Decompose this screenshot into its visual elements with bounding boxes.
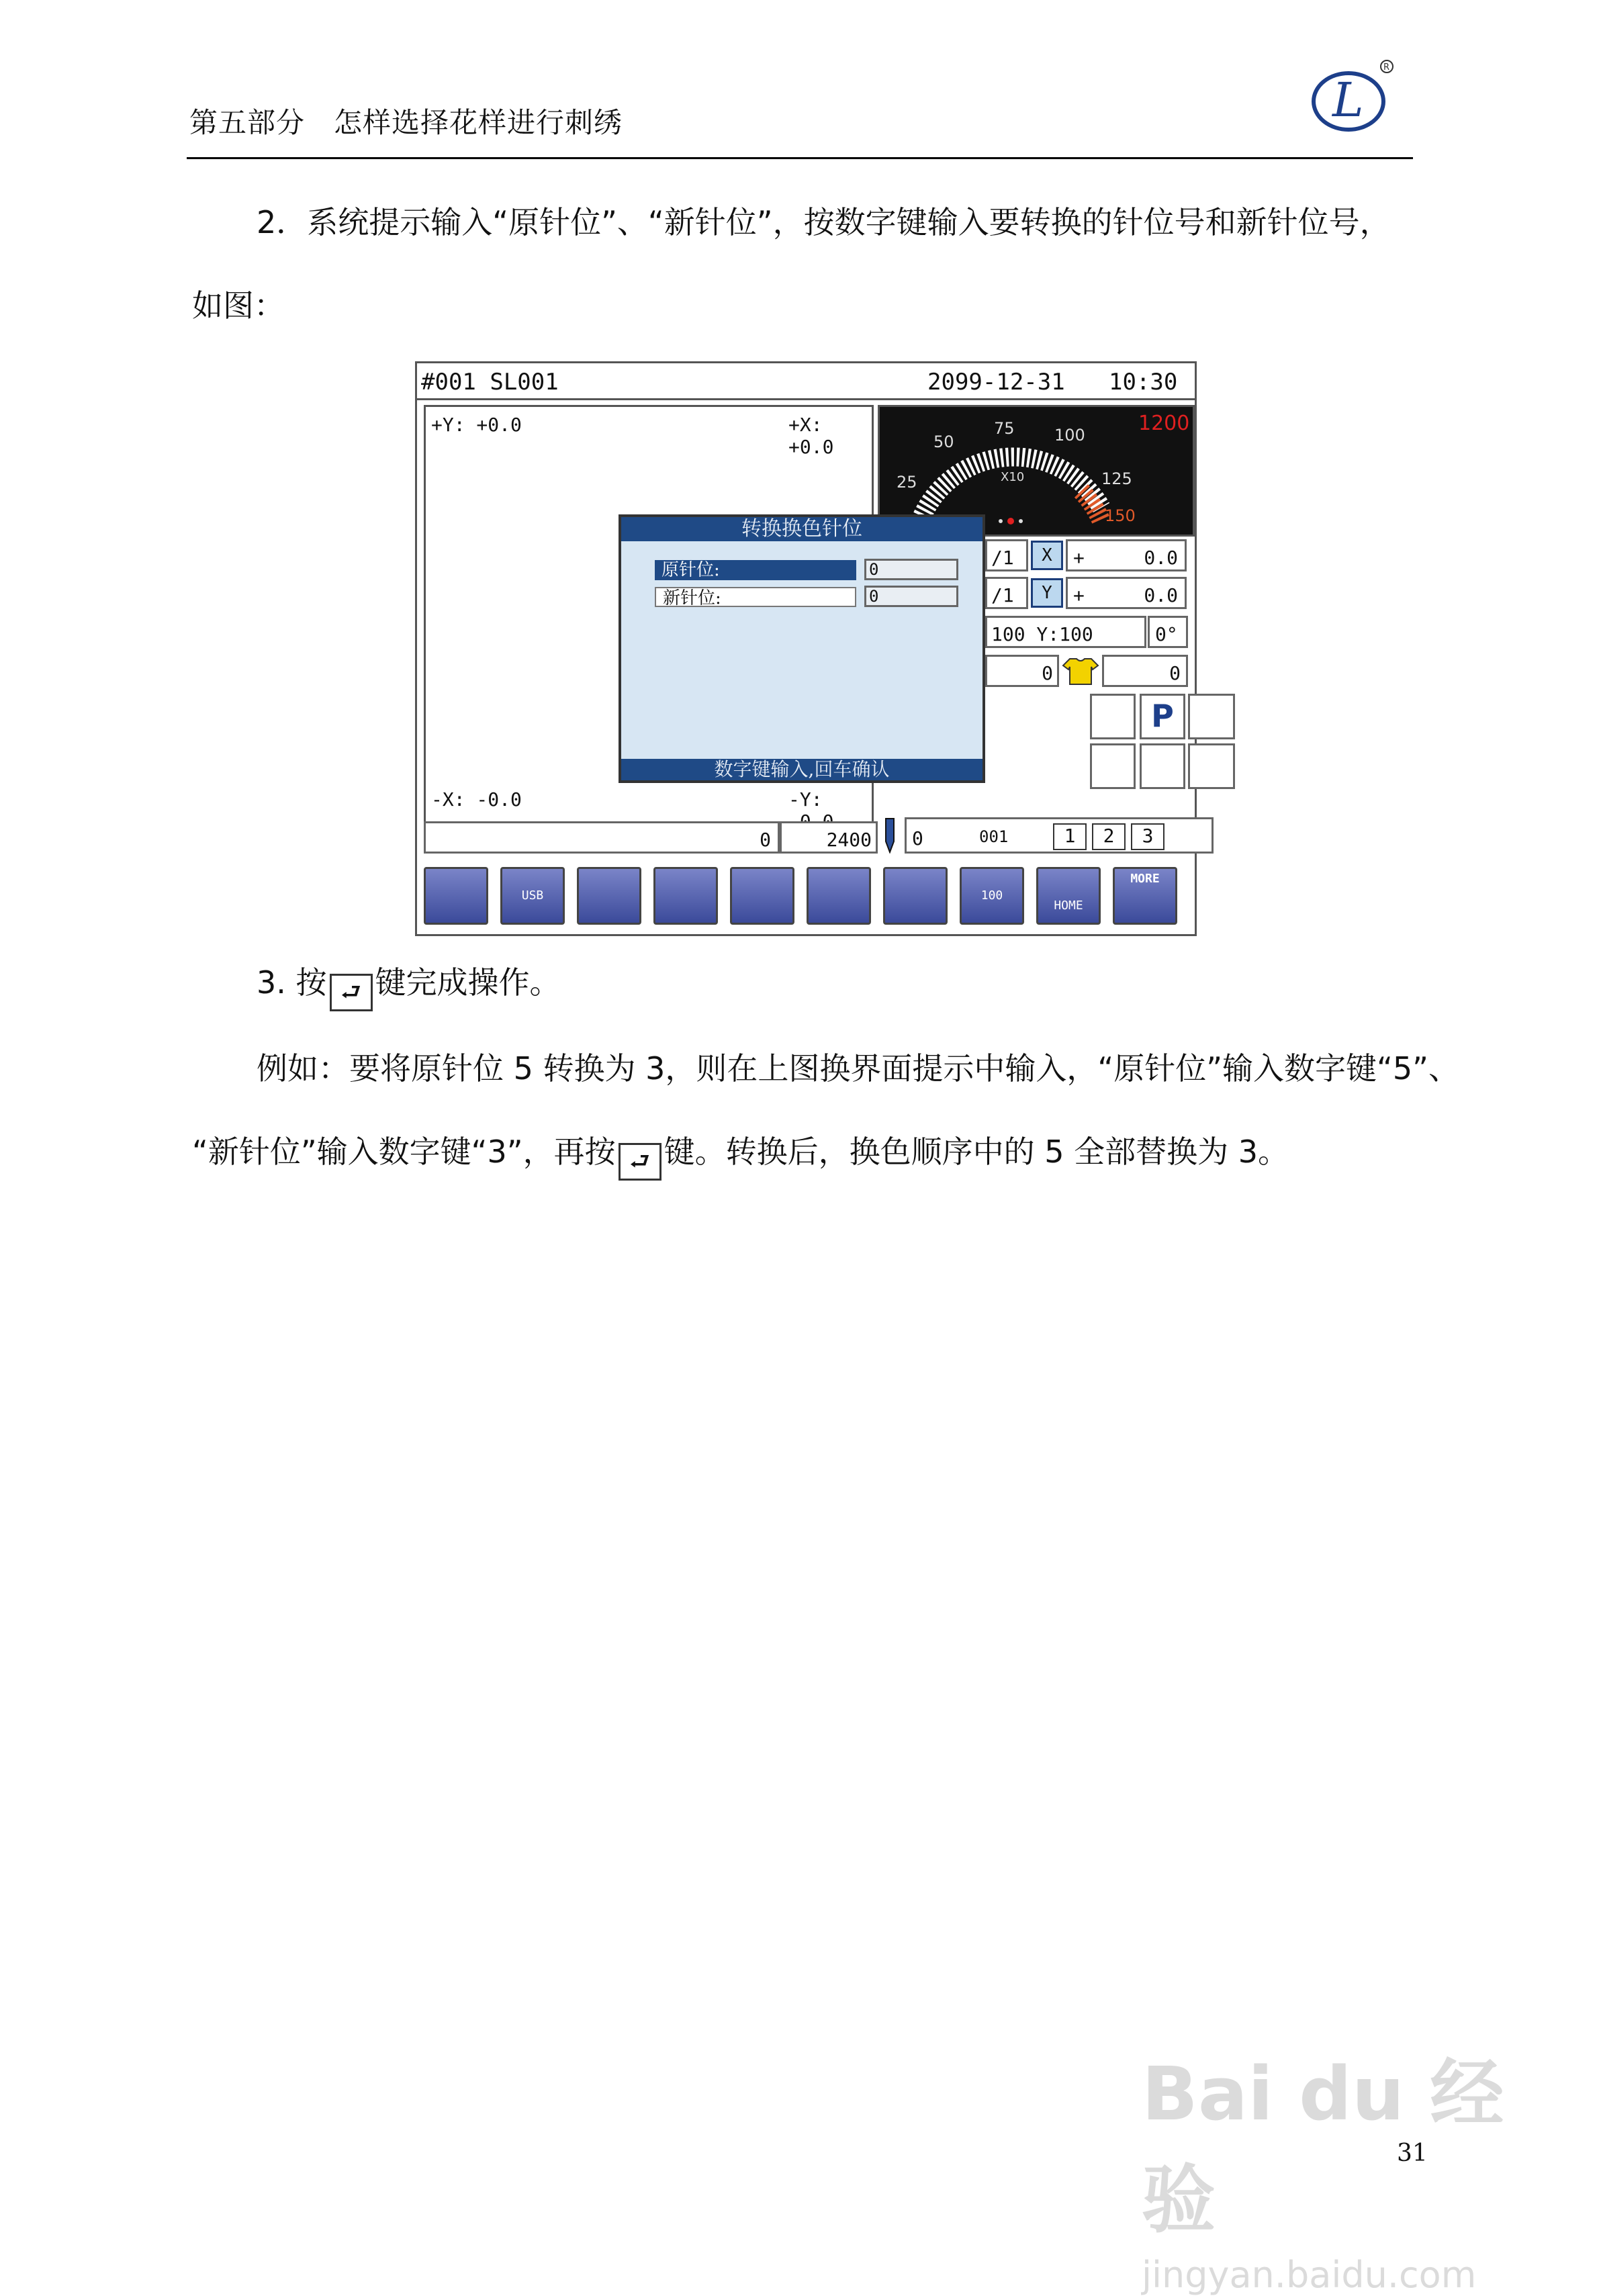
svg-text:R: R [1383, 62, 1390, 73]
section-title: 第五部分 怎样选择花样进行刺绣 [189, 106, 623, 139]
needle-icon [878, 817, 902, 854]
page-number: 31 [1397, 2140, 1428, 2167]
toolbar-usb-button[interactable]: USB [500, 867, 565, 925]
x-value: 0.0 [1144, 547, 1178, 569]
angle-cell [1148, 616, 1188, 648]
pos-top-left: +Y: +0.0 [431, 414, 522, 436]
p-button[interactable]: P [1140, 694, 1185, 739]
step2-line1: 2．系统提示输入“原针位”、“新针位”，按数字键输入要转换的针位号和新针位号， [257, 204, 1391, 240]
step3-prefix: 3. 按 [257, 964, 327, 1001]
gauge-speed: 1200 [1138, 412, 1189, 435]
screen-status-bar [417, 363, 1195, 400]
frac-x: /1 [991, 547, 1014, 569]
toolbar-speed-button[interactable]: 100 [960, 867, 1024, 925]
shirt-icon [1062, 656, 1099, 686]
needle-3-button[interactable]: 3 [1131, 823, 1164, 850]
embroidery-screen-figure [415, 361, 1197, 936]
enter-key-icon-2: ⮐ [619, 1143, 661, 1181]
stitch-right: 0 [1169, 662, 1181, 684]
toolbar-colors-button[interactable] [730, 867, 794, 925]
pos-top-right: +X: +0.0 [788, 414, 834, 458]
stitch-left-cell [985, 655, 1059, 687]
new-needle-input[interactable]: 0 [864, 586, 958, 607]
grid-empty-3[interactable] [1140, 743, 1185, 789]
gauge-unit: X10 [1001, 470, 1025, 484]
watermark-line1: Bai du 经验 [1142, 2051, 1504, 2243]
gauge-label-50: 50 [933, 432, 954, 451]
angle-value: 0° [1155, 623, 1178, 645]
brand-logo-icon [1310, 57, 1397, 138]
file-id: #001 SL001 [421, 369, 559, 396]
example-line1: 例如：要将原针位 5 转换为 3，则在上图换界面提示中输入，“原针位”输入数字键“5”、 [257, 1050, 1459, 1087]
grid-icon-needle-down[interactable] [1090, 694, 1136, 739]
step3-suffix: 键完成操作。 [375, 964, 561, 1001]
example-line2-b: 键。转换后，换色顺序中的 5 全部替换为 3。 [664, 1134, 1289, 1170]
scale-text: 100 Y:100 [991, 623, 1093, 645]
example-line2 [192, 1136, 1289, 1181]
convert-needle-dialog [619, 514, 985, 783]
watermark-line2: jingyan.baidu.com [1142, 2254, 1477, 2296]
needle-row [905, 817, 1214, 854]
toolbar-color-button[interactable] [577, 867, 641, 925]
grid-empty-4[interactable] [1188, 743, 1235, 789]
header-rule [187, 157, 1413, 159]
toolbar-pattern-button[interactable] [424, 867, 488, 925]
gauge-label-75: 75 [994, 419, 1015, 438]
grid-empty-2[interactable] [1090, 743, 1136, 789]
toolbar-scissors-button[interactable] [883, 867, 948, 925]
dialog-footer: 数字键输入,回车确认 [621, 759, 983, 780]
gauge-label-150: 150 [1105, 506, 1136, 525]
stitch-left: 0 [1042, 662, 1053, 684]
y-offset-cell [1066, 577, 1187, 609]
count-left: 0 [760, 829, 771, 851]
toolbar-more-button[interactable]: MORE [1113, 867, 1177, 925]
example-line2-a: “新针位”输入数字键“3”，再按 [192, 1134, 616, 1170]
field2-label: 新针位: [655, 587, 856, 607]
x-offset-cell [1066, 539, 1187, 571]
x-axis-button[interactable]: X [1031, 541, 1063, 570]
toolbar-home-button[interactable]: HOME [1036, 867, 1101, 925]
enter-key-icon: ⮐ [330, 974, 373, 1011]
frac-y: /1 [991, 584, 1014, 606]
pos-bottom-right: -Y: [788, 788, 823, 811]
needle-1-button[interactable]: 1 [1053, 823, 1087, 850]
toolbar-needle-button[interactable] [653, 867, 718, 925]
gauge-label-125: 125 [1101, 469, 1132, 488]
toolbar-frame-button[interactable] [807, 867, 871, 925]
needle-value: 0 [912, 827, 923, 849]
count-right-box [780, 821, 878, 854]
original-needle-input[interactable]: 0 [864, 559, 958, 580]
y-sign: + [1073, 584, 1085, 606]
stitch-right-cell [1102, 655, 1188, 687]
needle-2-button[interactable]: 2 [1092, 823, 1126, 850]
dialog-title: 转换换色针位 [621, 517, 983, 541]
baidu-watermark [1142, 2035, 1518, 2296]
scale-cell [985, 616, 1146, 648]
x-sign: + [1073, 547, 1085, 569]
screen-date: 2099-12-31 [927, 369, 1065, 396]
gauge-label-25: 25 [897, 473, 917, 492]
gauge-dial-icon [880, 407, 1189, 531]
needle-code: 001 [979, 827, 1009, 846]
svg-text:L: L [1332, 73, 1364, 128]
screen-time: 10:30 [1109, 369, 1178, 396]
step2-line2: 如图： [192, 287, 285, 324]
frac-cell-2 [985, 577, 1028, 609]
y-axis-button[interactable]: Y [1031, 578, 1063, 608]
grid-empty-1[interactable] [1188, 694, 1235, 739]
step3-line [257, 964, 561, 1011]
frac-cell-1 [985, 539, 1028, 571]
y-value: 0.0 [1144, 584, 1178, 606]
count-right: 2400 [826, 829, 872, 851]
gauge-label-100: 100 [1054, 426, 1085, 445]
field1-label: 原针位: [655, 560, 856, 580]
pos-bottom-left: -X: -0.0 [431, 788, 522, 811]
bottom-toolbar [424, 867, 1196, 931]
count-left-box [424, 821, 780, 854]
